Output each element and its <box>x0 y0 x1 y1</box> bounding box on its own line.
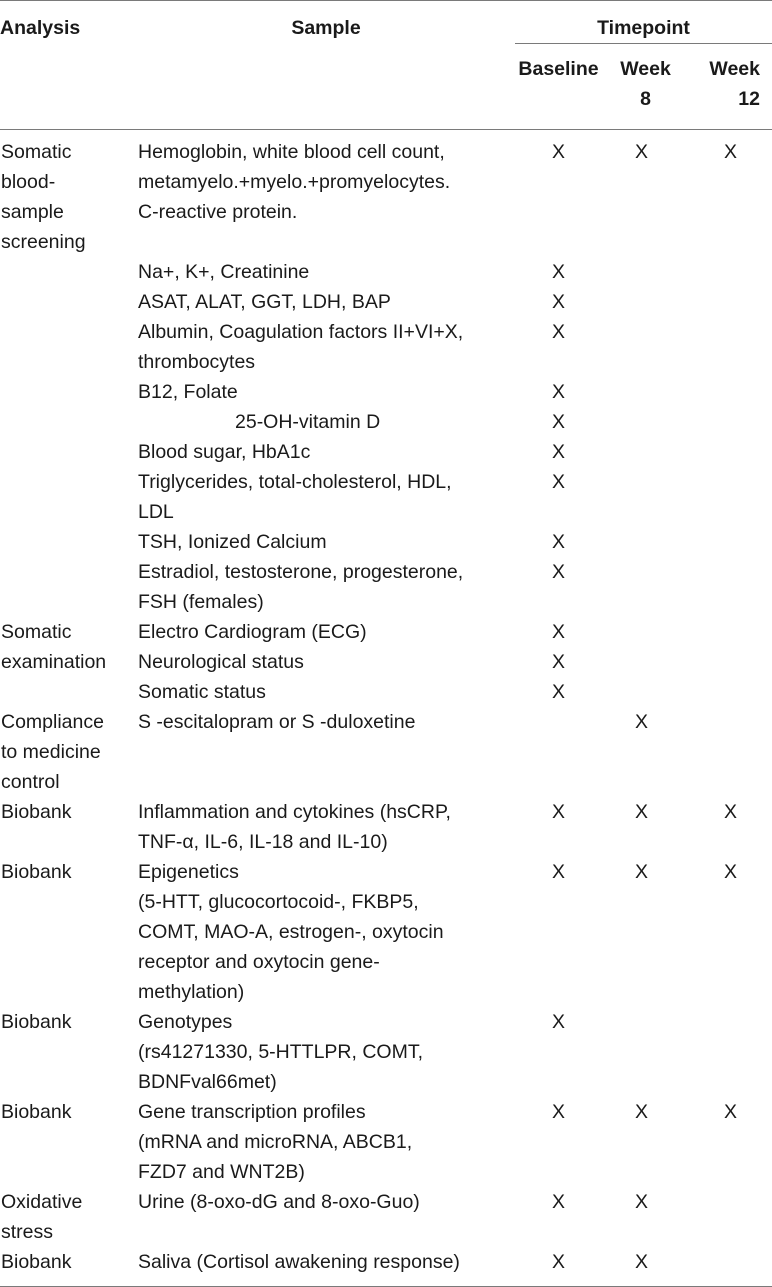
analysis-cell <box>0 257 137 287</box>
table-row <box>0 317 772 377</box>
table-row <box>0 1247 772 1287</box>
analysis-cell: Biobank <box>0 1247 137 1287</box>
analysis-cell <box>0 407 137 437</box>
week8-cell <box>602 437 689 467</box>
sample-cell: Na+, K+, Creatinine <box>138 261 310 283</box>
analysis-cell: Oxidative stress <box>1 1191 83 1243</box>
week8-cell: X <box>634 1191 648 1213</box>
baseline-cell: X <box>551 531 565 553</box>
analysis-cell <box>0 377 137 407</box>
week8-cell <box>602 287 689 317</box>
sample-cell: Triglycerides, total-cholesterol, HDL, LDL <box>138 471 452 523</box>
week8-cell: X <box>602 1247 689 1287</box>
analysis-cell: Compliance to medicine control <box>1 711 104 793</box>
analysis-cell <box>0 317 137 377</box>
week12-cell <box>689 407 772 437</box>
baseline-cell <box>515 707 602 797</box>
analysis-cell <box>0 527 137 557</box>
sample-cell: Inflammation and cytokines (hsCRP, TNF-α, IL-6, IL-18 and IL-10) <box>138 801 451 853</box>
baseline-cell: X <box>551 321 565 343</box>
sample-cell: Blood sugar, HbA1c <box>138 441 311 463</box>
week12-cell <box>689 437 772 467</box>
week8-cell <box>602 617 689 707</box>
baseline-cell: X <box>551 441 565 463</box>
table-row <box>0 467 772 527</box>
week8-cell: X <box>634 711 648 733</box>
week12-cell: X <box>723 801 737 823</box>
week8-cell <box>602 257 689 287</box>
table-row <box>0 130 772 258</box>
week8-cell <box>602 317 689 377</box>
week8-cell <box>602 407 689 437</box>
sample-cell: Electro Cardiogram (ECG) Neurological status Somatic status <box>138 621 367 703</box>
week12-cell <box>689 467 772 527</box>
analysis-cell: Biobank <box>1 1101 72 1123</box>
table-row <box>0 437 772 467</box>
table-row <box>0 407 772 437</box>
week12-cell <box>689 287 772 317</box>
table-row <box>0 257 772 287</box>
header-week8: Week 8 <box>620 58 671 110</box>
baseline-cell: X <box>551 1101 565 1123</box>
sample-cell: ASAT, ALAT, GGT, LDH, BAP <box>138 291 391 313</box>
week8-cell <box>602 557 689 617</box>
analysis-cell: Biobank <box>1 801 72 823</box>
sample-cell: Albumin, Coagulation factors II+VI+X, thrombocytes <box>138 321 464 373</box>
table-row <box>0 617 772 707</box>
analysis-cell: Biobank <box>1 1011 72 1033</box>
table-row <box>0 1187 772 1247</box>
week12-cell <box>689 527 772 557</box>
baseline-cell: X <box>551 411 565 433</box>
week12-cell <box>689 1187 772 1247</box>
baseline-cell: X <box>551 471 565 493</box>
sample-cell: TSH, Ionized Calcium <box>138 531 327 553</box>
analysis-cell <box>0 557 137 617</box>
week12-cell: X <box>723 141 737 163</box>
sample-cell: Epigenetics (5-HTT, glucocortocoid-, FKBP5, COMT, MAO-A, estrogen-, oxytocin receptor and oxytocin gene- methylation) <box>138 861 444 1003</box>
baseline-cell: X <box>515 1247 602 1287</box>
sample-cell: Urine (8-oxo-dG and 8-oxo-Guo) <box>138 1191 420 1213</box>
baseline-cell: X <box>551 381 565 403</box>
week8-cell: X <box>634 801 648 823</box>
week8-cell: X <box>634 141 648 163</box>
baseline-cell: X <box>551 801 565 823</box>
week12-cell <box>689 707 772 797</box>
week12-cell <box>689 1007 772 1097</box>
week12-cell: X <box>723 1101 737 1123</box>
baseline-cell: X <box>551 561 565 583</box>
week12-cell <box>689 257 772 287</box>
table-row <box>0 797 772 857</box>
analysis-cell: Somatic examination <box>1 621 107 673</box>
table-row <box>0 1097 772 1187</box>
week8-cell: X <box>634 861 648 883</box>
sample-cell: 25-OH-vitamin D <box>235 411 381 433</box>
table-row <box>0 857 772 1007</box>
header-sample: Sample <box>137 1 515 130</box>
header-week12: Week 12 <box>709 58 760 110</box>
week12-cell <box>689 557 772 617</box>
week12-cell: X <box>723 861 737 883</box>
analysis-cell <box>0 467 137 527</box>
sample-cell: Estradiol, testosterone, progesterone, FSH (females) <box>138 561 464 613</box>
sample-cell: Gene transcription profiles (mRNA and microRNA, ABCB1, FZD7 and WNT2B) <box>138 1101 413 1183</box>
table-row <box>0 1007 772 1097</box>
week12-cell <box>689 617 772 707</box>
analysis-cell: Somatic blood- sample screening <box>1 141 86 253</box>
analysis-cell <box>0 287 137 317</box>
table-row <box>0 527 772 557</box>
table-row <box>0 287 772 317</box>
week12-cell <box>689 1247 772 1287</box>
baseline-cell: X <box>551 291 565 313</box>
week8-cell <box>602 377 689 407</box>
week8-cell <box>602 1007 689 1097</box>
table-row <box>0 377 772 407</box>
table-header <box>0 1 772 130</box>
baseline-cell: X <box>551 261 565 283</box>
sample-cell: B12, Folate <box>138 381 238 403</box>
baseline-cell: X <box>551 1011 565 1033</box>
week8-cell: X <box>634 1101 648 1123</box>
week12-cell <box>689 377 772 407</box>
sample-cell: Genotypes (rs41271330, 5-HTTLPR, COMT, BDNFval66met) <box>138 1011 424 1093</box>
sample-cell: Saliva (Cortisol awakening response) <box>137 1247 515 1287</box>
sample-cell: S -escitalopram or S -duloxetine <box>138 711 416 733</box>
table-row <box>0 707 772 797</box>
week12-cell <box>689 317 772 377</box>
sample-cell: Hemoglobin, white blood cell count, metamyelo.+myelo.+promyelocytes. C-reactive protein. <box>138 141 451 223</box>
analysis-cell <box>0 437 137 467</box>
analysis-cell: Biobank <box>1 861 72 883</box>
baseline-cell: X X X <box>551 621 565 703</box>
table-body <box>0 130 772 1287</box>
table-row <box>0 557 772 617</box>
week8-cell <box>602 527 689 557</box>
baseline-cell: X <box>551 861 565 883</box>
week8-cell <box>602 467 689 527</box>
header-baseline: Baseline <box>518 58 599 80</box>
header-timepoint: Timepoint <box>515 1 772 44</box>
header-analysis: Analysis <box>0 1 137 130</box>
baseline-cell: X <box>551 1191 565 1213</box>
baseline-cell: X <box>551 141 565 163</box>
